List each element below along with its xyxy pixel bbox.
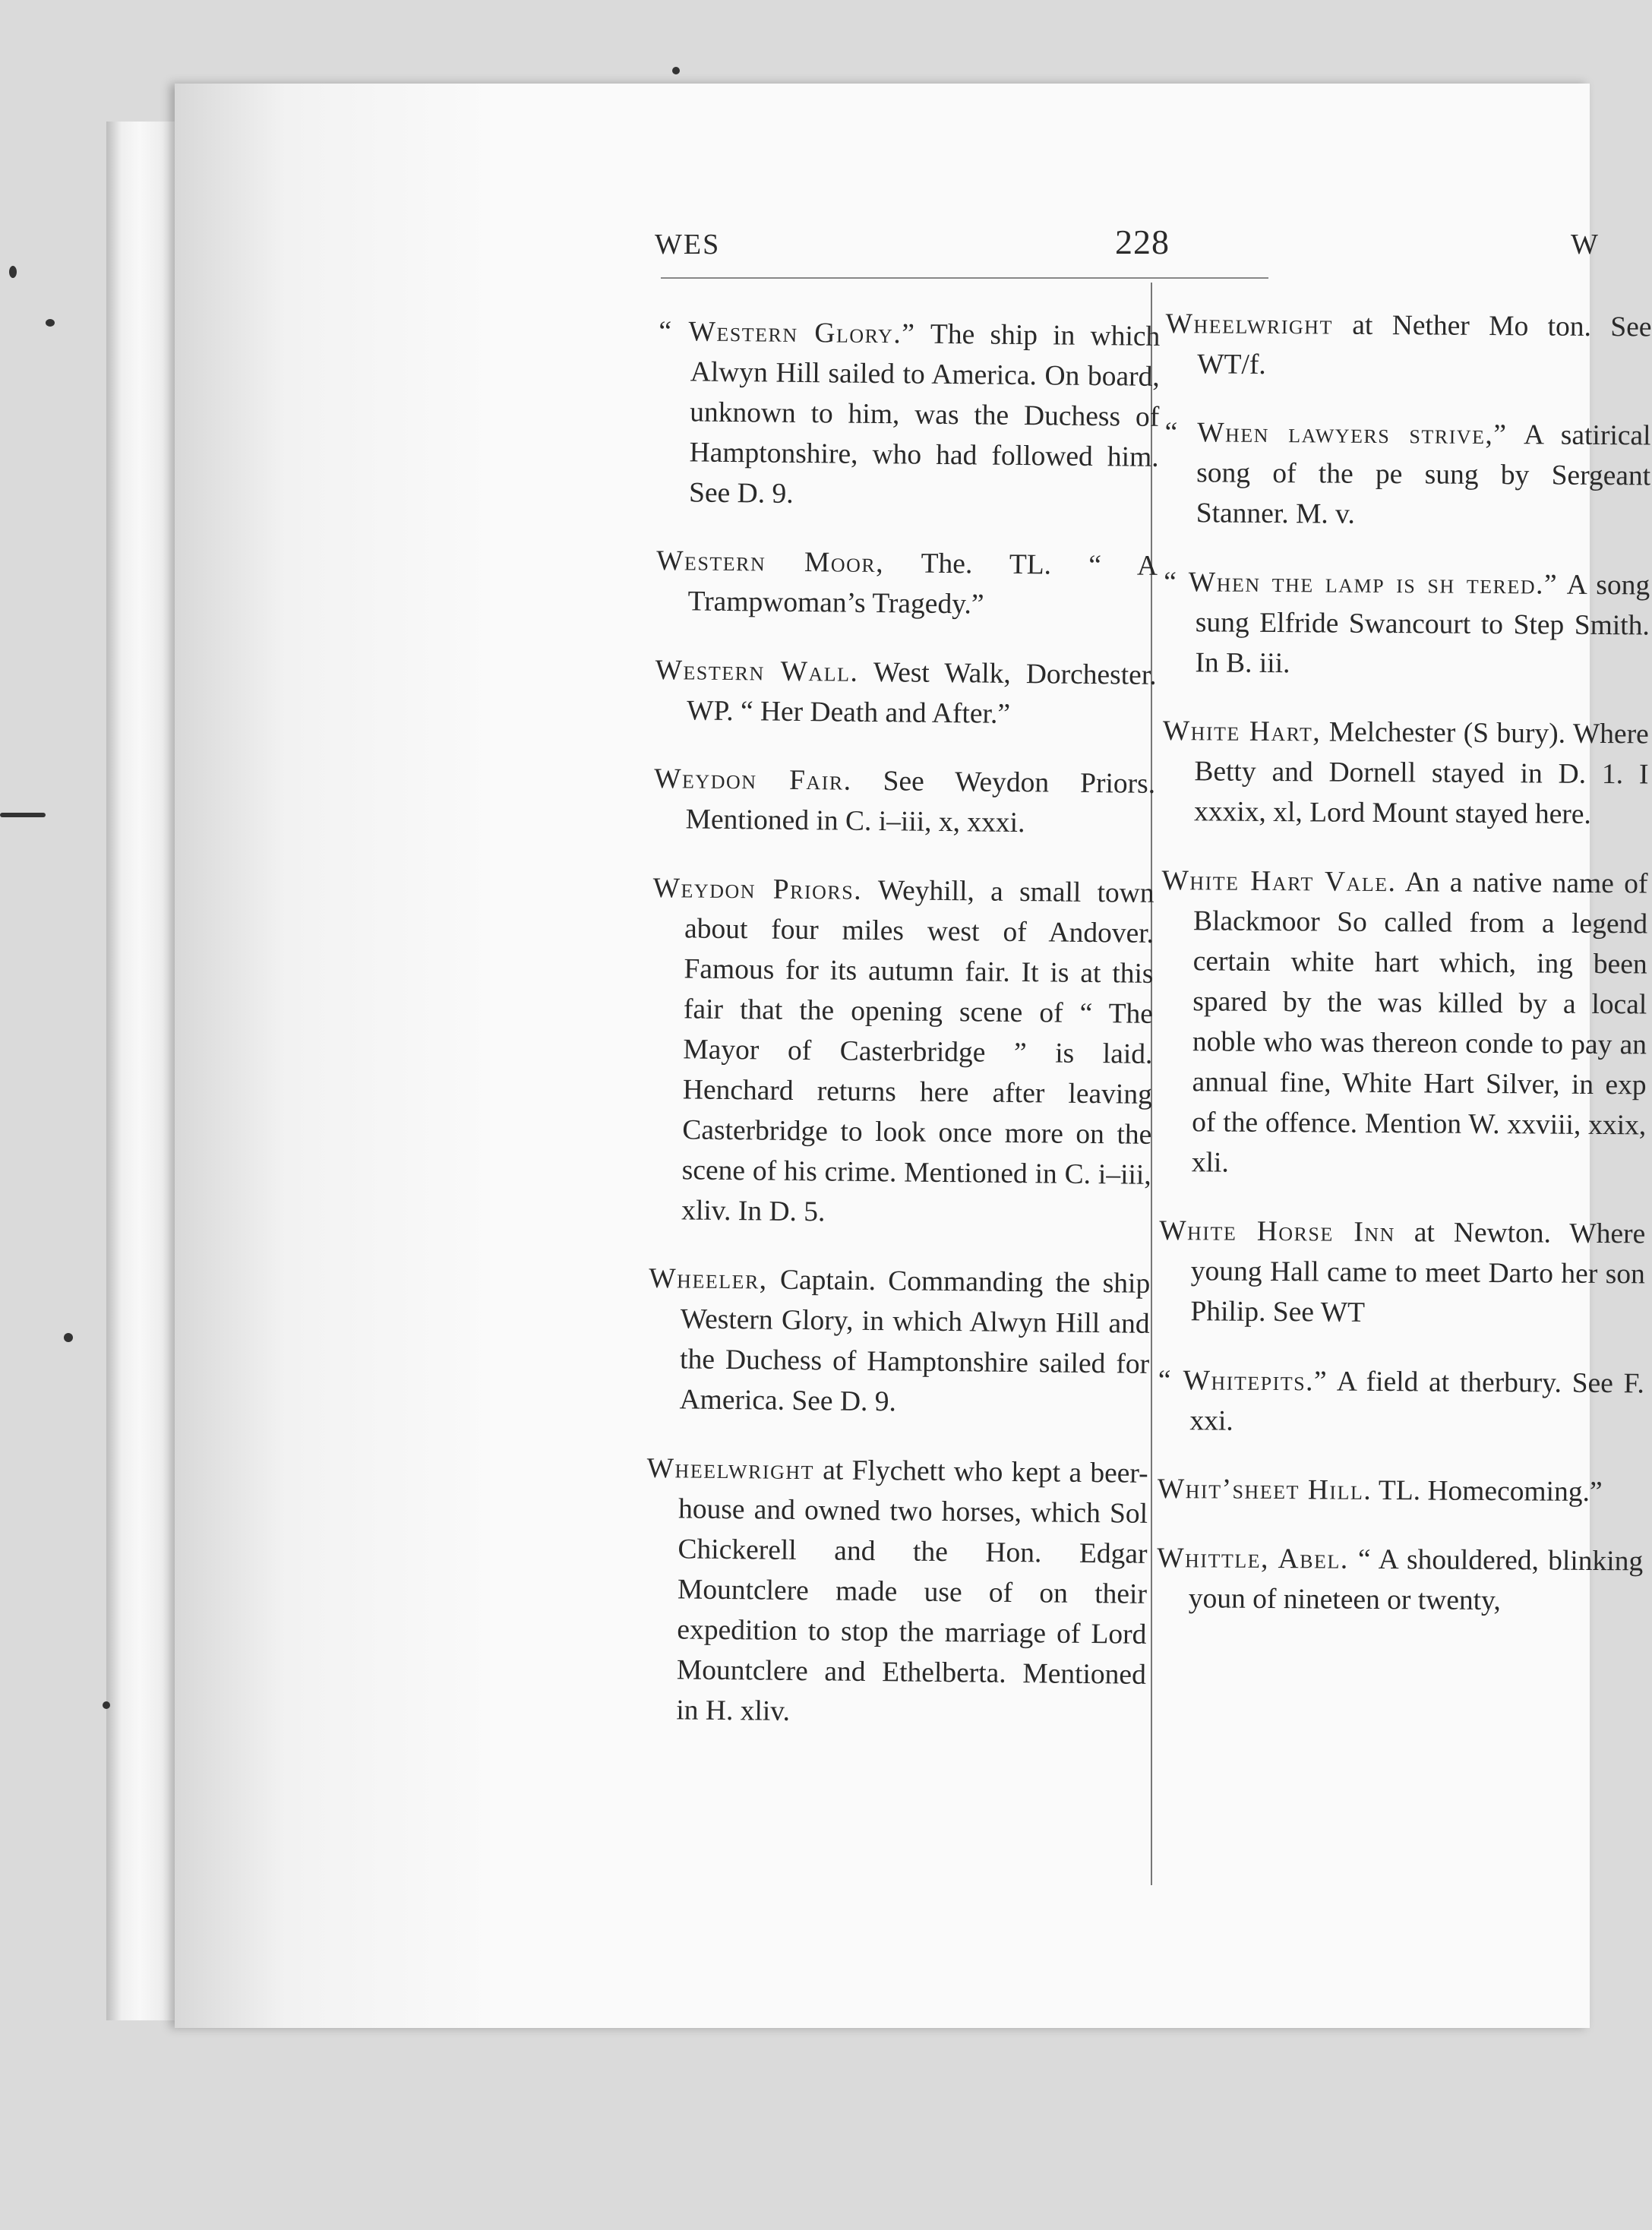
entry-headword: Wheeler, <box>649 1262 768 1296</box>
entry-text: A song sung Elfride Swancourt to Step Smith. In B. iii. <box>1195 569 1650 679</box>
dictionary-entry <box>1164 412 1651 536</box>
scan-speck <box>103 1701 110 1709</box>
entry-text: at Flychett who kept a beer-house and owned two horses, which Sol Chickerell and the Hon. Edgar Mountclere made use of on their expedition to stop the marriage of Lord Mountclere and Ethelberta. Mentioned in H. xliv. <box>676 1454 1148 1727</box>
dictionary-entry <box>655 649 1157 735</box>
entry-headword: Whit’sheet Hill. <box>1157 1473 1372 1506</box>
entry-headword: White Hart, <box>1162 715 1322 748</box>
dictionary-entry <box>655 541 1158 627</box>
entry-text: TL. Homecoming.” <box>1372 1474 1603 1508</box>
entry-headword: Wheelwright <box>646 1452 815 1486</box>
entry-headword: Western Moor, <box>655 545 885 580</box>
page-gutter-shadow <box>175 84 494 2028</box>
right-column <box>1156 275 1652 1643</box>
scan-speck <box>9 266 17 278</box>
dictionary-entry <box>644 1448 1148 1735</box>
dictionary-entry <box>647 1259 1150 1425</box>
entry-headword: Whittle, Abel. <box>1157 1542 1349 1575</box>
entry-text: A field at therbury. See F. xxi. <box>1189 1366 1644 1437</box>
page-number: 228 <box>1115 223 1170 261</box>
entry-headword: “ When the lamp is sh tered.” <box>1164 566 1559 601</box>
scan-speck <box>672 67 680 74</box>
entry-headword: “ When lawyers strive,” <box>1164 416 1508 451</box>
dictionary-entry <box>1162 711 1649 835</box>
entry-text: An a native name of Blackmoor So called from a legend certain white hart which, ing been spared by the was killed by a local noble who was thereon conde to pay an annual fine, White Hart Silver, in exp of the offence. Mention W. xxviii, xxix, xli. <box>1191 866 1648 1179</box>
scan-speck <box>64 1333 73 1342</box>
entry-text: The. TL. “ A Trampwoman’s Tragedy.” <box>687 548 1158 621</box>
entry-text: West Walk, Dorchester. WP. “ Her Death and After.” <box>686 656 1157 730</box>
entry-text: Weyhill, a small town about four miles west of Andover. Famous for its autumn fair. It is at this fair that the opening scene of “ The Mayor of Casterbridge ” is laid. Henchard returns here after leaving Casterbridge to look once more on the scene of his crime. Mentioned in C. i–iii, xliv. In D. 5. <box>681 874 1155 1227</box>
entry-headword: Weydon Fair. <box>653 763 852 797</box>
entry-headword: White Hart Vale. <box>1161 864 1397 898</box>
dictionary-entry <box>1163 561 1650 685</box>
scan-speck <box>0 813 46 817</box>
entry-headword: White Horse Inn <box>1159 1214 1395 1249</box>
entry-text: Captain. Commanding the ship Western Glory, in which Alwyn Hill and the Duchess of Hamptonshire sailed for America. See D. 9. <box>679 1264 1151 1418</box>
dictionary-entry <box>1157 1537 1644 1621</box>
entry-headword: Weydon Priors. <box>652 872 863 906</box>
scan-speck <box>46 319 55 327</box>
entry-text: Melchester (S bury). Where Betty and Dornell stayed in D. 1. I xxxix, xl, Lord Mount stayed here. <box>1193 716 1649 830</box>
dictionary-entry <box>649 867 1155 1235</box>
left-column <box>644 283 1161 1756</box>
entry-text: at Newton. Where young Hall came to meet Darto her son Philip. See WT <box>1190 1217 1646 1328</box>
dictionary-entry <box>1160 860 1648 1185</box>
dictionary-entry <box>1158 1211 1645 1335</box>
entry-headword: Western Wall. <box>655 654 859 688</box>
dictionary-entry <box>1158 1360 1644 1443</box>
entry-headword: “ Western Glory.” <box>659 315 916 350</box>
entry-headword: “ Whitepits.” <box>1158 1364 1328 1398</box>
dictionary-entry <box>1165 303 1652 387</box>
dictionary-entry <box>657 311 1161 517</box>
entry-headword: Wheelwright <box>1165 308 1334 341</box>
dictionary-entry <box>1158 1469 1644 1512</box>
entry-text: A satirical song of the pe sung by Sergeant Stanner. M. v. <box>1196 419 1651 530</box>
entry-text: “ A shouldered, blinking youn of nineteen or twenty, <box>1188 1543 1644 1616</box>
running-head-left: WES <box>655 229 721 261</box>
entry-text: See Weydon Priors. Mentioned in C. i–iii, x, xxxi. <box>685 765 1156 839</box>
dictionary-entry <box>653 759 1155 845</box>
running-head-right: W <box>1571 229 1600 261</box>
entry-text: at Nether Mo ton. See WT/f. <box>1197 309 1652 381</box>
entry-text: The ship in which Alwyn Hill sailed to America. On board, unknown to him, was the Duchess of Hamptonshire, who had followed him. See D. 9. <box>688 318 1161 510</box>
